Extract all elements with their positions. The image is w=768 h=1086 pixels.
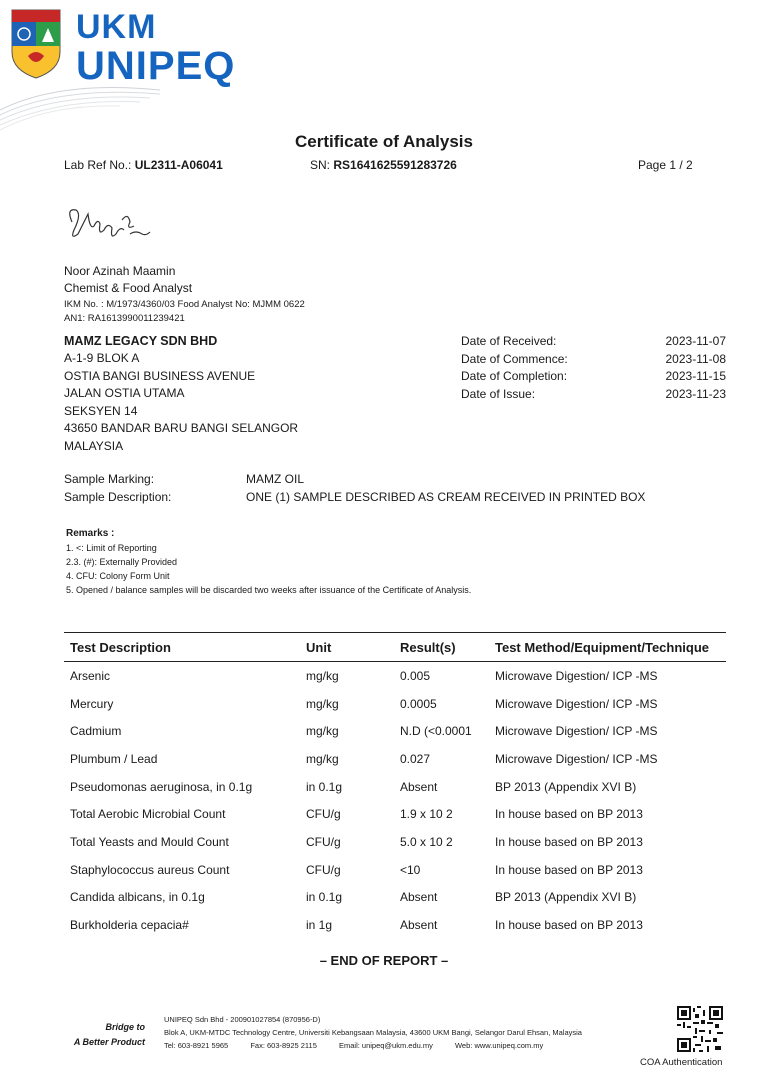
test-description-cell: Cadmium (70, 724, 122, 739)
decorative-swoosh (0, 60, 170, 140)
end-of-report: – END OF REPORT – (319, 953, 449, 968)
address-line: OSTIA BANGI BUSINESS AVENUE (64, 368, 256, 383)
table-row (64, 690, 726, 718)
footer-web: Web: www.unipeq.com.my (454, 1041, 544, 1050)
sample-description-label: Sample Description: (64, 490, 172, 504)
analyst-ikm: IKM No. : M/1973/4360/03 Food Analyst No: MJMM 0622 (64, 299, 305, 310)
date-label: Date of Commence: (461, 351, 568, 366)
table-row (64, 773, 726, 801)
date-label: Date of Issue: (461, 386, 536, 401)
unit-cell: in 0.1g (306, 890, 343, 905)
date-value: 2023-11-08 (665, 351, 726, 366)
lab-ref-label: Lab Ref No.: (64, 158, 132, 172)
page-number: Page 1 / 2 (638, 158, 693, 172)
test-description-cell: Mercury (70, 696, 114, 711)
result-cell: 1.9 x 10 2 (400, 807, 453, 822)
table-row (64, 828, 726, 856)
sample-marking-label: Sample Marking: (64, 472, 155, 486)
test-description-cell: Plumbum / Lead (70, 751, 158, 766)
test-description-cell: Pseudomonas aeruginosa, in 0.1g (70, 779, 253, 794)
footer-tel: Tel: 603-8921 5965 (164, 1041, 229, 1050)
dates-block (461, 333, 726, 403)
table-row (64, 745, 726, 773)
method-cell: Microwave Digestion/ ICP -MS (495, 724, 658, 739)
result-cell: Absent (400, 890, 438, 905)
logo-line1: UKM (76, 8, 157, 46)
date-row (461, 386, 726, 404)
results-table (64, 632, 726, 939)
client-block (64, 332, 298, 455)
serial-number (310, 158, 457, 172)
lab-ref (64, 158, 223, 172)
analyst-name: Noor Azinah Maamin (64, 264, 176, 278)
qr-code-icon[interactable] (677, 1006, 723, 1052)
footer-contacts (164, 1039, 582, 1052)
test-description-cell: Total Yeasts and Mould Count (70, 834, 229, 849)
analyst-role: Chemist & Food Analyst (64, 281, 193, 295)
table-row (64, 662, 726, 690)
table-row (64, 800, 726, 828)
test-description-cell: Staphylococcus aureus Count (70, 862, 230, 877)
result-cell: 5.0 x 10 2 (400, 834, 453, 849)
method-cell: Microwave Digestion/ ICP -MS (495, 668, 658, 683)
result-cell: 0.0005 (400, 696, 437, 711)
address-line: 43650 BANDAR BARU BANGI SELANGOR (64, 421, 299, 435)
test-description-cell: Total Aerobic Microbial Count (70, 807, 226, 822)
result-cell: Absent (400, 918, 438, 933)
method-cell: BP 2013 (Appendix XVI B) (495, 890, 637, 905)
slogan-line1: Bridge to (105, 1022, 145, 1032)
result-cell: N.D (<0.0001 (400, 724, 472, 739)
result-cell: <10 (400, 862, 421, 877)
unit-cell: mg/kg (306, 696, 339, 711)
analyst-signature (64, 200, 154, 250)
table-row (64, 856, 726, 884)
remarks-title: Remarks : (66, 528, 115, 539)
unit-cell: CFU/g (306, 807, 341, 822)
remark-item: 5. Opened / balance samples will be discarded two weeks after issuance of the Certificate of Analysis. (66, 585, 472, 595)
method-cell: In house based on BP 2013 (495, 807, 643, 822)
date-value: 2023-11-23 (665, 386, 726, 401)
date-value: 2023-11-15 (665, 369, 726, 383)
column-header: Unit (300, 633, 394, 662)
date-label: Date of Completion: (461, 369, 568, 383)
analyst-an1: AN1: RA1613990011239421 (64, 313, 185, 324)
unit-cell: mg/kg (306, 668, 339, 683)
date-row (461, 351, 726, 369)
sample-marking-value: MAMZ OIL (246, 472, 305, 486)
unit-cell: CFU/g (306, 834, 341, 849)
column-header: Test Description (64, 633, 300, 662)
lab-ref-value: UL2311-A06041 (134, 158, 223, 172)
column-header: Result(s) (394, 633, 489, 662)
unit-cell: mg/kg (306, 751, 339, 766)
footer-info (164, 1013, 582, 1052)
remark-item: 2.3. (#): Externally Provided (66, 557, 178, 567)
document-title: Certificate of Analysis (295, 132, 473, 151)
slogan-line2: A Better Product (73, 1037, 145, 1047)
unit-cell: in 1g (306, 918, 333, 933)
method-cell: In house based on BP 2013 (495, 918, 643, 933)
footer-slogan (74, 1020, 145, 1050)
remark-item: 4. CFU: Colony Form Unit (66, 571, 170, 581)
test-description-cell: Burkholderia cepacia# (70, 918, 189, 933)
sn-value: RS1641625591283726 (333, 158, 457, 172)
test-description-cell: Arsenic (70, 668, 111, 683)
sn-label: SN: (310, 158, 331, 172)
date-row (461, 333, 726, 351)
remark-item: 1. <: Limit of Reporting (66, 543, 157, 553)
result-cell: Absent (400, 779, 438, 794)
qr-caption: COA Authentication (640, 1057, 723, 1068)
footer-address: Blok A, UKM-MTDC Technology Centre, Universiti Kebangsaan Malaysia, 43600 UKM Bangi, Selangor Darul Ehsan, Malaysia (164, 1028, 582, 1037)
unit-cell: mg/kg (306, 724, 339, 739)
method-cell: Microwave Digestion/ ICP -MS (495, 696, 658, 711)
remarks-block (66, 527, 471, 597)
address-line: A-1-9 BLOK A (64, 351, 140, 365)
table-header-row (64, 633, 726, 662)
date-value: 2023-11-07 (665, 334, 726, 348)
unit-cell: CFU/g (306, 862, 341, 877)
date-label: Date of Received: (461, 334, 557, 348)
unit-cell: in 0.1g (306, 779, 343, 794)
column-header: Test Method/Equipment/Technique (489, 633, 726, 662)
footer-fax: Fax: 603-8925 2115 (250, 1041, 317, 1050)
client-name: MAMZ LEGACY SDN BHD (64, 334, 218, 348)
footer-email: Email: unipeq@ukm.edu.my (338, 1041, 433, 1050)
method-cell: In house based on BP 2013 (495, 834, 643, 849)
method-cell: Microwave Digestion/ ICP -MS (495, 751, 658, 766)
table-row (64, 884, 726, 912)
address-line: JALAN OSTIA UTAMA (64, 386, 185, 400)
date-row (461, 368, 726, 386)
address-line: SEKSYEN 14 (64, 403, 138, 418)
test-description-cell: Candida albicans, in 0.1g (70, 890, 205, 905)
table-row (64, 911, 726, 939)
method-cell: In house based on BP 2013 (495, 862, 643, 877)
method-cell: BP 2013 (Appendix XVI B) (495, 779, 637, 794)
address-line: MALAYSIA (64, 438, 124, 453)
sample-description-value: ONE (1) SAMPLE DESCRIBED AS CREAM RECEIVED IN PRINTED BOX (246, 490, 646, 504)
result-cell: 0.027 (400, 751, 431, 766)
result-cell: 0.005 (400, 668, 431, 683)
footer-company: UNIPEQ Sdn Bhd - 200901027854 (870956-D) (164, 1015, 321, 1024)
table-row (64, 717, 726, 745)
logo-line2: UNIPEQ (76, 44, 236, 88)
